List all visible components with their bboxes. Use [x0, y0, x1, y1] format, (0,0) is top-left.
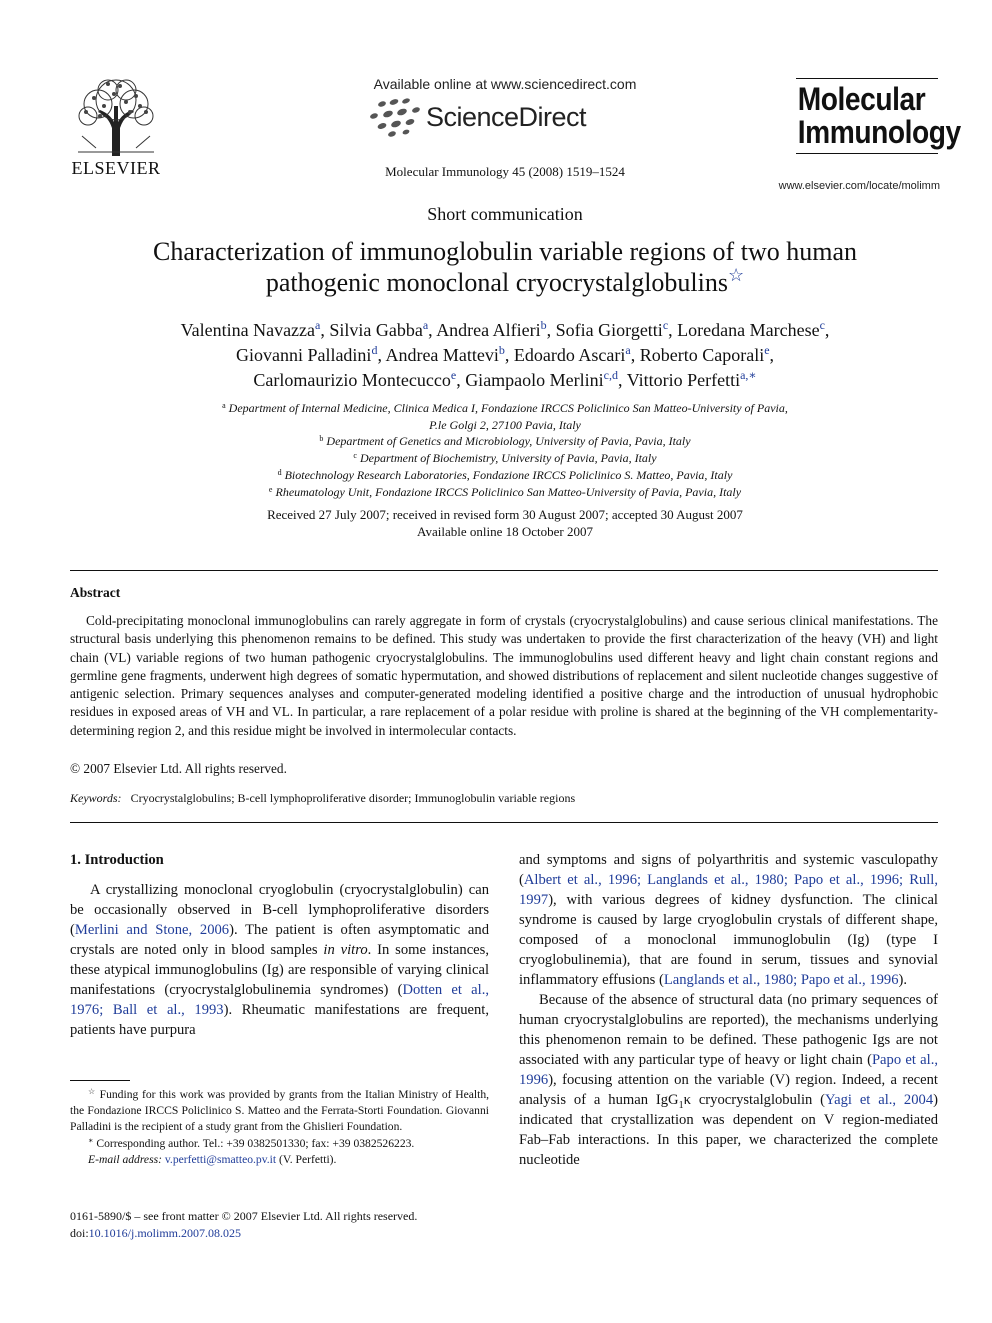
body-column-right [519, 850, 938, 1170]
author-name[interactable]: Edoardo Ascari [513, 345, 626, 365]
affiliation-list [60, 400, 950, 500]
journal-brand-bottom-rule [796, 153, 938, 154]
footnote-rule [70, 1080, 130, 1081]
ref-albert-langlands-papo-rull[interactable]: Albert et al., 1996; Langlands et al., 1980; Papo et al., 1996; Rull, 1997 [519, 872, 938, 908]
footnote-asterisk-icon: ∗ [88, 1135, 94, 1145]
corresponding-email-link[interactable]: v.perfetti@smatteo.pv.it [164, 1152, 277, 1166]
author-line-2: Giovanni Palladini$^d$, Andrea Mattevi$^b$, Edoardo Ascari$^a$, Roberto Caporali$^e$, [235, 343, 775, 365]
author-name[interactable]: Carlomaurizio Montecucco [253, 370, 451, 390]
journal-citation: Molecular Immunology 45 (2008) 1519–1524 [385, 164, 625, 179]
affiliation-item [60, 417, 950, 434]
article-title [60, 236, 950, 298]
author-affiliation-mark[interactable]: a,∗ [740, 368, 757, 382]
intro-paragraph-1: A crystallizing monoclonal cryoglobulin (cryocrystalglobulin) can be occasionally observed in B-cell lymphoproliferative disorders (Merlini and Stone, 2006). The patient is often asymptomatic and crystals are noted only in blood samples in vitro. In some instances, these atypical immunoglobulins (Ig) are responsible of varying clinical manifestations (cryocrystalglobulinemia syndromes) (Dotten et al., 1976; Ball et al., 1993). Rheumatic manifestations are frequent, patients have purpura [70, 882, 489, 1038]
affiliation-key: e [268, 484, 273, 494]
affiliation-item [60, 450, 950, 467]
author-name[interactable]: Giovanni Palladini [235, 345, 372, 365]
author-line-3: Carlomaurizio Montecucco$^e$, Giampaolo Merlini$^{c,d}$, Vittorio Perfetti$^{a,∗}$ [253, 368, 757, 390]
body-column-left [70, 850, 489, 1040]
affiliation-text: Rheumatology Unit, Fondazione IRCCS Policlinico San Matteo-University of Pavia, Pavia, Italy [275, 484, 742, 499]
author-affiliation-mark[interactable]: e [450, 368, 457, 382]
abstract-text: Cold-precipitating monoclonal immunoglobulins can rarely aggregate in form of crystals (cryocrystalglobulins) and cause serious clinical manifestations. The structural basis underlying this phenomenon remains to be defined. This study was undertaken to provide the first characterization of the heavy (VH) and light chain (VL) variable regions of two human pathogenic cryocrystalglobulins. The immunoglobulins used different heavy and light chain constant regions and germline gene fragments, underwent high degrees of somatic hypermutation, and showed distributions of replacement and silent nucleotide changes suggestive of antigenic selection. Primary sequences analyses and computer-generated modeling identified a positive charge and the introduction of unusual hydrophobic residues in exposed areas of VH and VL. In particular, a rare replacement of a polar residue with proline is shared at the beginning of the VH complementarity-determining region 2, and this residue might be involved in intermolecular contacts. [70, 613, 938, 738]
author-name[interactable]: Andrea Mattevi [385, 345, 499, 365]
author-line-1: Valentina Navazza$^a$, Silvia Gabba$^a$, Andrea Alfieri$^b$, Sofia Giorgetti$^c$, Loredana Marchese$^c$, [180, 318, 830, 340]
author-affiliation-mark[interactable]: c [819, 318, 825, 332]
article-title-line1: Characterization of immunoglobulin variable regions of two human [153, 237, 857, 266]
author-list [60, 318, 950, 393]
keywords-list: Cryocrystalglobulins; B-cell lymphoproliferative disorder; Immunoglobulin variable regions [130, 791, 576, 805]
affiliation-item [60, 400, 950, 417]
author-affiliation-mark[interactable]: c,d [603, 368, 618, 382]
keywords [70, 791, 938, 806]
title-footnote-star-icon[interactable]: ☆ [727, 265, 745, 285]
journal-url[interactable]: www.elsevier.com/locate/molimm [778, 180, 940, 192]
elsevier-tree-icon [68, 76, 164, 156]
author-name[interactable]: Giampaolo Merlini [465, 370, 604, 390]
ref-langlands-papo[interactable]: Langlands et al., 1980; Papo et al., 1996 [663, 972, 899, 988]
affiliation-text: P.le Golgi 2, 27100 Pavia, Italy [429, 417, 581, 432]
publisher-name: ELSEVIER [71, 158, 161, 178]
affiliation-text: Department of Genetics and Microbiology, University of Pavia, Pavia, Italy [326, 434, 691, 449]
doi-line: doi:10.1016/j.molimm.2007.08.025 [70, 1225, 242, 1240]
author-affiliation-mark[interactable]: a [422, 318, 429, 332]
sciencedirect-logo[interactable] [368, 96, 608, 140]
affiliation-item [60, 484, 950, 501]
author-affiliation-mark[interactable]: b [540, 318, 547, 332]
ref-dotten-ball[interactable]: Dotten et al., 1976; Ball et al., 1993 [70, 982, 489, 1018]
sciencedirect-wordmark: ScienceDirect [426, 102, 587, 132]
journal-brand [796, 78, 961, 154]
abstract-copyright: © 2007 Elsevier Ltd. All rights reserved. [70, 761, 287, 776]
affiliation-key: b [319, 434, 324, 444]
affiliation-item [60, 467, 950, 484]
affiliation-text: Department of Internal Medicine, Clinica Medica I, Fondazione IRCCS Policlinico San Matteo-University of Pavia, [228, 401, 788, 415]
author-name[interactable]: Vittorio Perfetti [626, 370, 741, 390]
affiliation-key: a [222, 401, 226, 410]
received-dates: Received 27 July 2007; received in revised form 30 August 2007; accepted 30 August 2007 [267, 507, 743, 522]
affiliation-text: Department of Biochemistry, University of Pavia, Pavia, Italy [359, 451, 657, 466]
available-online-line[interactable]: Available online at www.sciencedirect.com [373, 76, 637, 92]
author-name[interactable]: Silvia Gabba [329, 320, 423, 340]
abstract-heading: Abstract [70, 585, 121, 600]
issn-doi-block [70, 1208, 489, 1241]
footnotes [70, 1087, 489, 1168]
issn-line: 0161-5890/$ – see front matter © 2007 Elsevier Ltd. All rights reserved. [70, 1209, 418, 1223]
author-name[interactable]: Loredana Marchese [677, 320, 820, 340]
author-name[interactable]: Sofia Giorgetti [555, 320, 663, 340]
ref-yagi-2004[interactable]: Yagi et al., 2004 [825, 1092, 934, 1108]
abstract-bottom-rule [70, 822, 938, 823]
doi-link[interactable]: 10.1016/j.molimm.2007.08.025 [88, 1225, 242, 1240]
elsevier-logo [68, 76, 164, 182]
author-affiliation-mark[interactable]: a [625, 343, 631, 357]
ref-papo-1996[interactable]: Papo et al., 1996 [519, 1052, 938, 1088]
article-title-line2: pathogenic monoclonal cryocrystalglobulins [265, 268, 728, 297]
keywords-label: Keywords: [70, 791, 122, 805]
footnote-email: E-mail address: v.perfetti@smatteo.pv.it (V. Perfetti). [88, 1152, 337, 1166]
intro-paragraph-2: Because of the absence of structural data (no primary sequences of human cryocrystalglobulins are reported), the mechanisms underlying this phenomenon remain to be defined. These pathogenic Igs are not associated with any particular type of heavy or light chain (Papo et al., 1996), focusing attention on the variable (V) region. Indeed, a recent analysis of a human IgG$_1$κ cryocrystalglobulin (Yagi et al., 2004) indicated that crystallization was dependent on V region-mediated Fab–Fab interactions. In this paper, we characterized the complete nucleotide [519, 992, 938, 1168]
journal-name [796, 79, 961, 153]
article-type: Short communication [427, 204, 583, 224]
intro-paragraph-1-continued: and symptoms and signs of polyarthritis and systemic vasculopathy (Albert et al., 1996; Langlands et al., 1980; Papo et al., 1996; Rull, 1997), with various degrees of kidney dysfunction. The clinical syndrome is caused by large cryoglobulin crystals of different shape, composed of a monoclonal immunoglobulin (Ig) (type I cryoglobulinemia), that are found in serum, tissues and synovial inflammatory effusions (Langlands et al., 1980; Papo et al., 1996). [519, 852, 938, 988]
footnote-funding: ☆ Funding for this work was provided by grants from the Italian Ministry of Health, the Fondazione IRCCS Policlinico S. Matteo and the Ferrata-Storti Foundation. Giovanni Palladini is the recipient of a study grant from the Ghislieri Foundation. [70, 1087, 490, 1134]
section-heading-introduction: 1. Introduction [70, 852, 164, 868]
available-online-date: Available online 18 October 2007 [417, 523, 593, 539]
author-name[interactable]: Roberto Caporali [639, 345, 765, 365]
ref-merlini-stone-2006[interactable]: Merlini and Stone, 2006 [74, 922, 230, 938]
author-affiliation-mark[interactable]: e [764, 343, 770, 357]
affiliation-text: Biotechnology Research Laboratories, Fondazione IRCCS Policlinico S. Matteo, Pavia, Italy [284, 467, 733, 482]
affiliation-key: d [277, 467, 282, 477]
abstract-top-rule [70, 570, 938, 571]
journal-name-line2: Immunology [797, 114, 961, 150]
footnote-corresponding: ∗ Corresponding author. Tel.: +39 0382501330; fax: +39 0382526223. [88, 1135, 415, 1150]
journal-name-line1: Molecular [797, 81, 926, 117]
author-affiliation-mark[interactable]: d [371, 343, 378, 357]
author-name[interactable]: Valentina Navazza [180, 320, 316, 340]
author-affiliation-mark[interactable]: c [662, 318, 669, 332]
affiliation-item [60, 433, 950, 450]
author-affiliation-mark[interactable]: a [315, 318, 321, 332]
article-dates [60, 507, 950, 540]
author-affiliation-mark[interactable]: b [498, 343, 505, 357]
affiliation-key: c [353, 451, 357, 461]
author-name[interactable]: Andrea Alfieri [436, 320, 541, 340]
footnote-star-icon: ☆ [88, 1087, 96, 1096]
sciencedirect-dots-icon [368, 96, 426, 140]
